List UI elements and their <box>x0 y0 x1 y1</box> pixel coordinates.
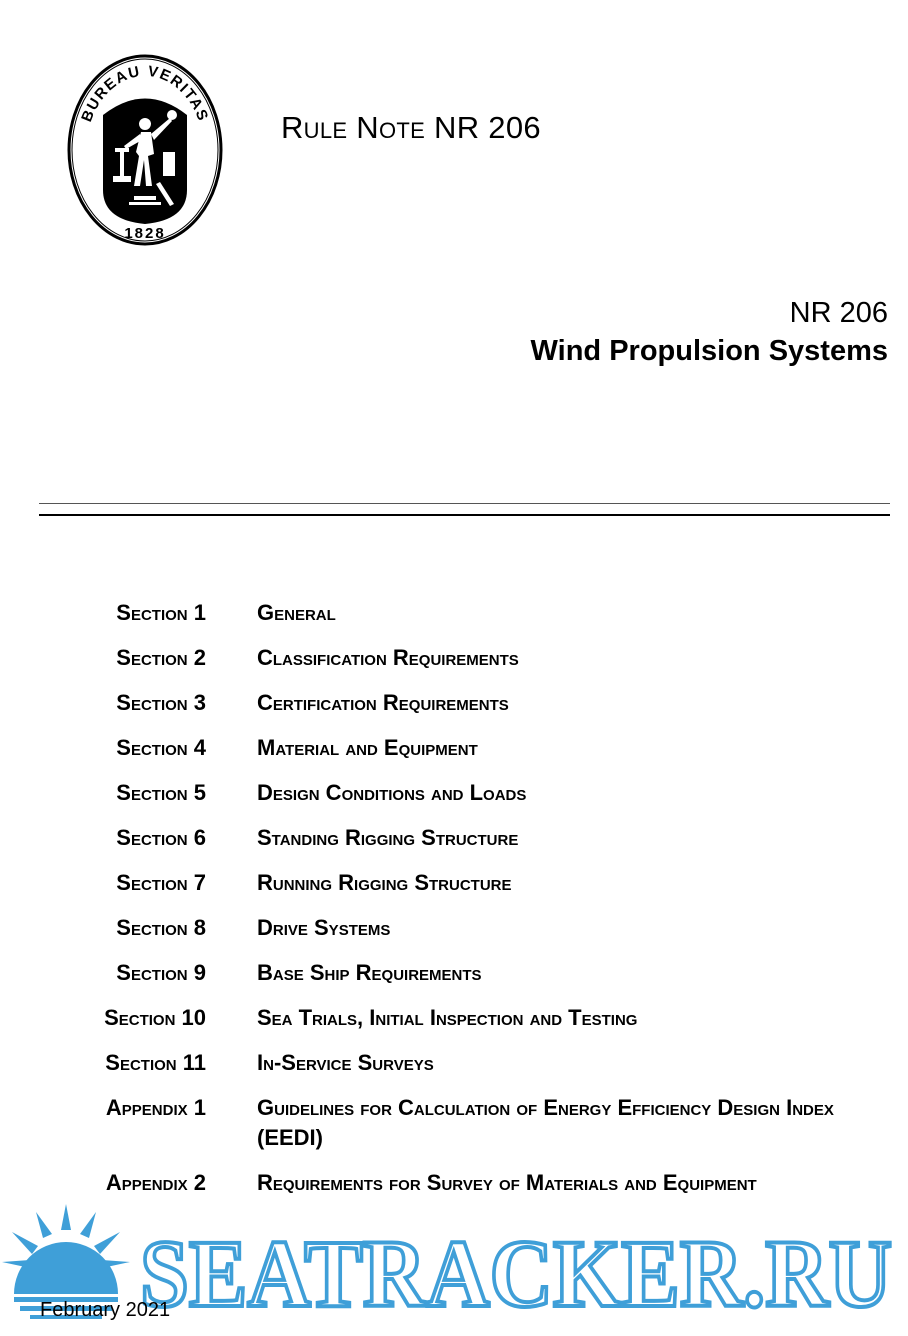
toc-title: Running Rigging Structure <box>257 870 512 895</box>
toc-label: Section 11 <box>105 1050 206 1075</box>
divider-thick <box>39 514 890 516</box>
toc-entry[interactable] <box>0 1093 908 1153</box>
toc-label: Section 7 <box>116 870 206 895</box>
toc-label: Section 5 <box>116 780 206 805</box>
toc-label: Section 3 <box>116 690 206 715</box>
toc-entry[interactable] <box>0 1003 908 1033</box>
toc-entry[interactable] <box>0 958 908 988</box>
toc-title: General <box>257 600 336 625</box>
toc-title: Material and Equipment <box>257 735 478 760</box>
toc-label: Section 6 <box>116 825 206 850</box>
divider-thin <box>39 503 890 504</box>
logo-year: 1828 <box>124 225 166 242</box>
toc-entry[interactable] <box>0 778 908 808</box>
publication-date: February 2021 <box>40 1299 171 1321</box>
toc-title: Requirements for Survey of Materials and Equipment <box>257 1170 757 1195</box>
document-code: NR 206 <box>789 297 888 329</box>
toc-label: Appendix 1 <box>105 1095 206 1120</box>
toc-entry[interactable] <box>0 823 908 853</box>
toc-title: Classification Requirements <box>257 645 519 670</box>
toc-title: Standing Rigging Structure <box>257 825 519 850</box>
toc-entry[interactable] <box>0 913 908 943</box>
watermark-text: SEATRACKER.RU <box>140 1220 892 1322</box>
toc-label: Section 1 <box>116 600 206 625</box>
toc-label: Section 8 <box>116 915 206 940</box>
toc-title: Sea Trials, Initial Inspection and Testing <box>257 1005 638 1030</box>
toc-label: Section 2 <box>116 645 206 670</box>
bureau-veritas-logo <box>66 52 224 248</box>
toc-entry[interactable] <box>0 1048 908 1078</box>
toc-entry[interactable] <box>0 598 908 628</box>
logo-arc-text: BUREAU VERITAS <box>78 62 212 125</box>
toc-title: Base Ship Requirements <box>257 960 482 985</box>
toc-title: Certification Requirements <box>257 690 509 715</box>
toc-label: Section 10 <box>104 1005 206 1030</box>
toc-title: Drive Systems <box>257 915 391 940</box>
toc-title: Guidelines for Calculation of Energy Efficiency Design Index (EEDI) <box>257 1095 834 1150</box>
document-title: Wind Propulsion Systems <box>530 335 888 367</box>
title-block <box>531 295 888 371</box>
toc-label: Appendix 2 <box>105 1170 206 1195</box>
toc-title: In-Service Surveys <box>257 1050 434 1075</box>
toc-entry[interactable] <box>0 733 908 763</box>
toc-label: Section 9 <box>116 960 206 985</box>
document-type: Rule Note NR 206 <box>281 110 541 145</box>
toc-entry[interactable] <box>0 643 908 673</box>
toc-entry[interactable] <box>0 868 908 898</box>
toc-label: Section 4 <box>116 735 206 760</box>
toc-entry[interactable] <box>0 688 908 718</box>
toc-entry[interactable] <box>0 1168 908 1198</box>
toc-title: Design Conditions and Loads <box>257 780 527 805</box>
table-of-contents <box>0 598 908 1198</box>
